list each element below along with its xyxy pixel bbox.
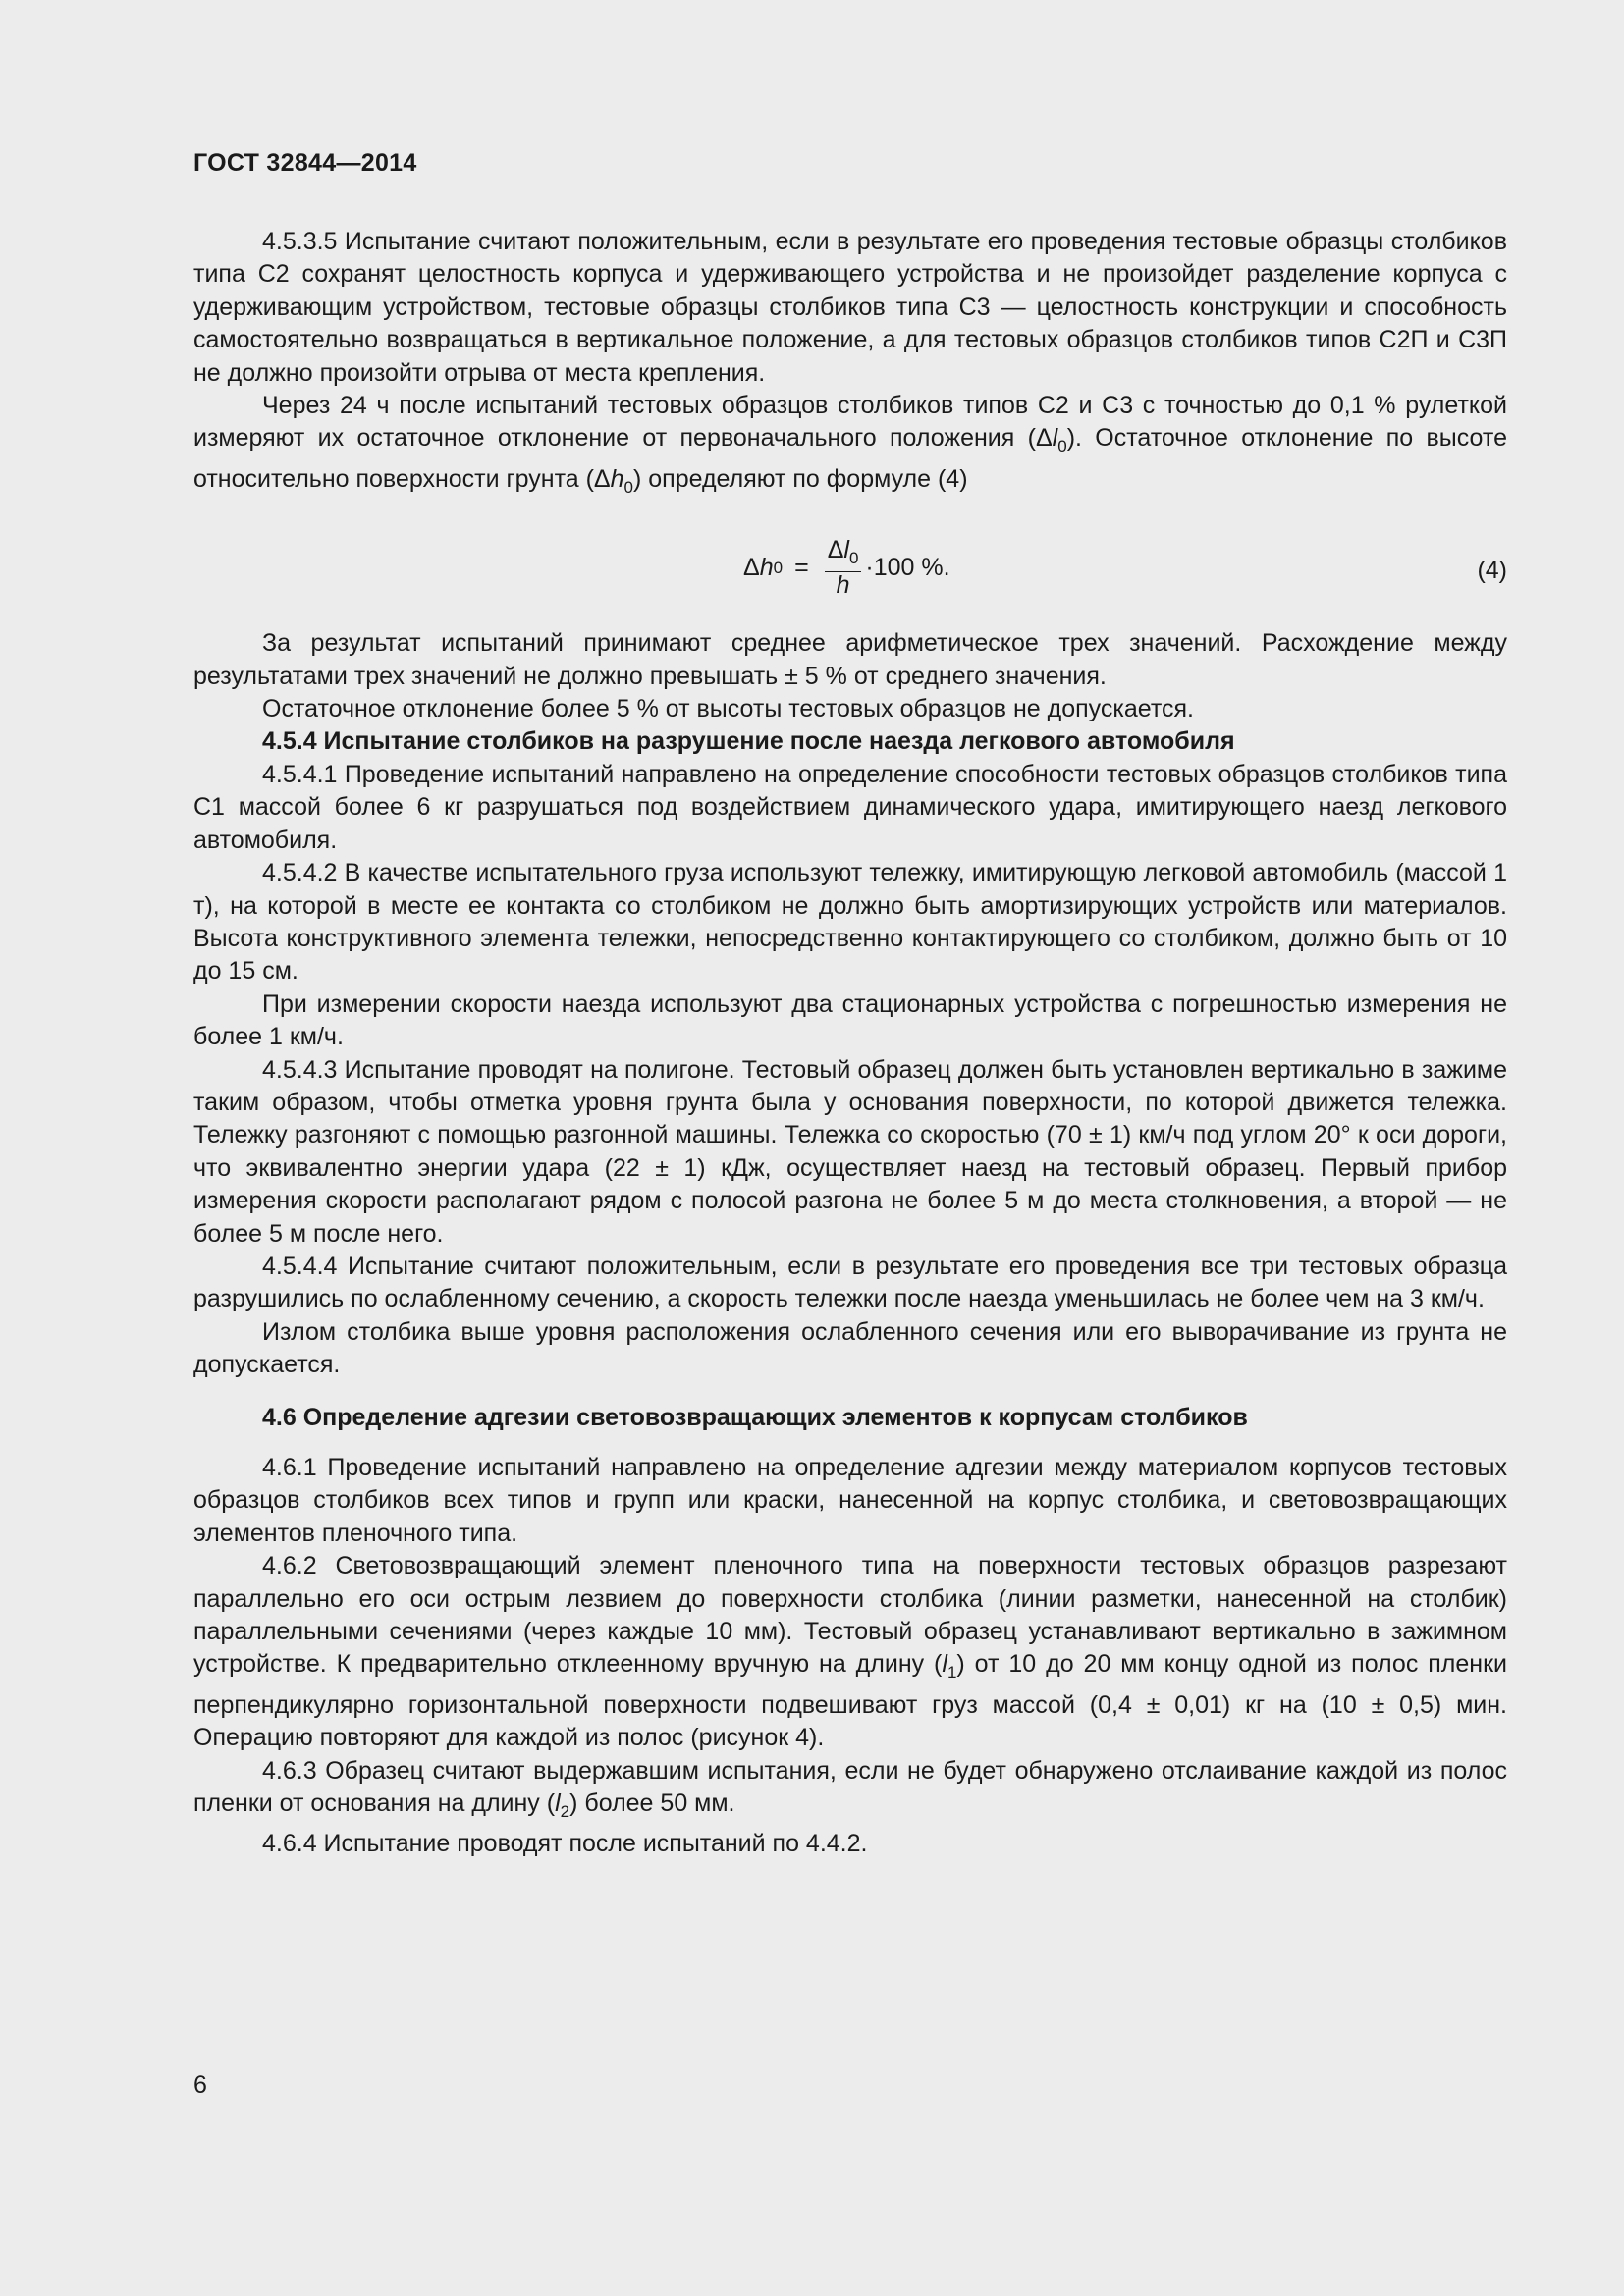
formula-tail: ·100 %. bbox=[865, 553, 950, 581]
document-code-header: ГОСТ 32844—2014 bbox=[193, 149, 417, 177]
paragraph-4-5-4-2: 4.5.4.2 В качестве испытательного груза используют тележку, имитирующую легковой автомобиль (массой 1 т), на которой в месте ее контакта со столбиком не должно быть амортизирующих устройств или материалов. Высота конструктивного элемента тележки, непосредственно контактирующего со столбиком, должно быть от 10 до 15 см. bbox=[193, 859, 1507, 986]
paragraph-4-5-3-5: 4.5.3.5 Испытание считают положительным, если в результате его проведения тестовые образцы столбиков типа С2 сохранят целостность корпуса и удерживающего устройства и не произойдет разделение корпуса с удерживающим устройством, тестовые образцы столбиков типа С3 — целостность конструкции и способность самостоятельно возвращаться в вертикальное положение, а для тестовых образцов столбиков типов С2П и С3П не должно произойти отрыва от места крепления. bbox=[193, 228, 1507, 387]
delta-symbol: Δ bbox=[827, 536, 844, 564]
paragraph-4-6-3 bbox=[193, 1755, 1507, 1829]
formula-lhs-var: h bbox=[759, 553, 774, 581]
subscript: 2 bbox=[560, 1802, 570, 1822]
paragraph-result-average: За результат испытаний принимают среднее арифметическое трех значений. Расхождение между результатами трех значений не должно превышать ± 5 % от среднего значения. bbox=[193, 629, 1507, 690]
subscript: 0 bbox=[623, 477, 633, 497]
document-body bbox=[193, 226, 1507, 1861]
page-number: 6 bbox=[193, 2071, 207, 2099]
paragraph-speed-measurement: При измерении скорости наезда используют два стационарных устройства с погрешностью измерения не более 1 км/ч. bbox=[193, 989, 1507, 1051]
delta-symbol: Δ bbox=[743, 553, 760, 581]
text-run: ) более 50 мм. bbox=[569, 1789, 735, 1818]
paragraph-4-5-4-1: 4.5.4.1 Проведение испытаний направлено на определение способности тестовых образцов столбиков типа С1 массой более 6 кг разрушаться под воздействием динамического удара, имитирующего наезд легкового автомобиля. bbox=[193, 760, 1507, 854]
paragraph-4-6-1: 4.6.1 Проведение испытаний направлено на определение адгезии между материалом корпусов тестовых образцов столбиков всех типов и групп или краски, нанесенной на корпус столбика, и световозвращающих элементов пленочного типа. bbox=[193, 1454, 1507, 1547]
text-run: Через 24 ч после испытаний тестовых образцов столбиков типов С2 и С3 с точностью до 0,1 % рулеткой измеряют их остаточное отклонение от первоначального положения (Δ bbox=[193, 392, 1507, 453]
variable-l: l bbox=[1052, 424, 1058, 453]
fraction-numerator bbox=[825, 537, 862, 572]
paragraph-4-6-4: 4.6.4 Испытание проводят после испытаний по 4.4.2. bbox=[262, 1830, 868, 1858]
paragraph-4-6-2 bbox=[193, 1550, 1507, 1754]
fraction bbox=[825, 537, 862, 598]
text-run: ) от 10 до 20 мм концу одной из полос пленки перпендикулярно горизонтальной поверхности подвешивают груз массой (0,4 ± 0,01) кг на (10 ± 0,5) мин. Операцию повторяют для каждой из полос (рисунок 4). bbox=[193, 1650, 1507, 1752]
text-run: 4.6.3 Образец считают выдержавшим испытания, если не будет обнаружено отслаивание каждой из полос пленки от основания на длину ( bbox=[193, 1756, 1507, 1818]
variable-h: h bbox=[610, 464, 624, 493]
denominator-var: h bbox=[836, 571, 850, 600]
heading-4-5-4: 4.5.4 Испытание столбиков на разрушение после наезда легкового автомобиля bbox=[262, 727, 1235, 756]
formula-number: (4) bbox=[1477, 557, 1507, 585]
paragraph-residual-limit: Остаточное отклонение более 5 % от высоты тестовых образцов не допускается. bbox=[262, 695, 1194, 723]
heading-4-6: 4.6 Определение адгезии световозвращающих элементов к корпусам столбиков bbox=[262, 1403, 1248, 1431]
fraction-denominator bbox=[834, 572, 853, 598]
text-run: ) определяют по формуле (4) bbox=[633, 464, 968, 493]
paragraph-4-5-4-4: 4.5.4.4 Испытание считают положительным, если в результате его проведения все три тестовых образца разрушились по ослабленному сечению, а скорость тележки после наезда уменьшилась не более чем на 3 км/ч. bbox=[193, 1252, 1507, 1313]
variable-l: l bbox=[555, 1789, 561, 1818]
numerator-var: l bbox=[843, 536, 849, 564]
subscript: 0 bbox=[1057, 437, 1067, 456]
formula-lhs-sub: 0 bbox=[773, 558, 784, 577]
paragraph-fracture-rule: Излом столбика выше уровня расположения ослабленного сечения или его выворачивание из грунта не допускается. bbox=[193, 1317, 1507, 1379]
formula-expression bbox=[743, 537, 950, 598]
text-run: ). Остаточное отклонение по высоте относительно поверхности грунта (Δ bbox=[193, 424, 1507, 493]
formula-4 bbox=[193, 515, 1507, 623]
text-run: 4.6.2 Световозвращающий элемент пленочного типа на поверхности тестовых образцов разрезают параллельно его оси острым лезвием до поверхности столбика (линии разметки, нанесенной на столбик) параллельными сечениями (через каждые 10 мм). Тестовый образец устанавливают вертикально в зажимном устройстве. К предварительно отклеенному вручную на длину ( bbox=[193, 1552, 1507, 1679]
paragraph-4-5-4-3: 4.5.4.3 Испытание проводят на полигоне. Тестовый образец должен быть установлен вертикально в зажиме таким образом, чтобы отметка уровня грунта была у основания поверхности, по которой движется тележка. Тележку разгоняют с помощью разгонной машины. Тележка со скоростью (70 ± 1) км/ч под углом 20° к оси дороги, что эквивалентно энергии удара (22 ± 1) кДж, осуществляет наезд на тестовый образец. Первый прибор измерения скорости располагают рядом с полосой разгона не более 5 м до места столкновения, а второй — не более 5 м после него. bbox=[193, 1055, 1507, 1248]
variable-l: l bbox=[942, 1650, 947, 1679]
numerator-sub: 0 bbox=[848, 549, 859, 568]
equals-sign: = bbox=[794, 553, 809, 581]
paragraph-residual-deviation bbox=[193, 390, 1507, 504]
subscript: 1 bbox=[947, 1663, 957, 1682]
